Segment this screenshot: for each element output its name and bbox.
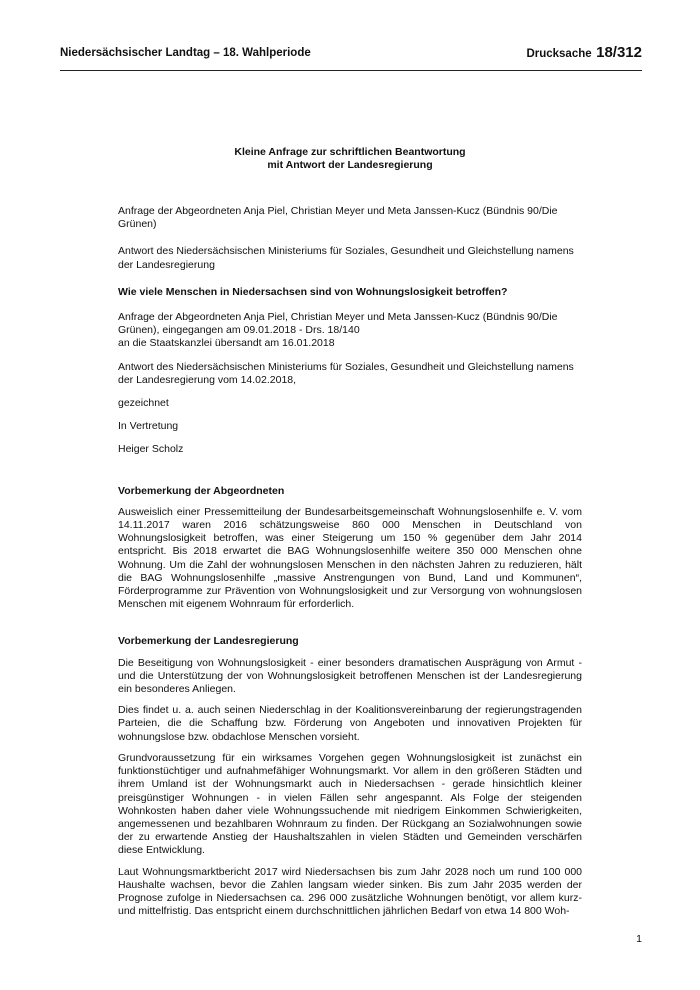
section2-paragraph-1: Die Beseitigung von Wohnungslosigkeit - einer besonders dramatischen Ausprägung von Armut - und die Unterstützung der von Wohnungslosigkeit betroffenen Menschen ist der Landesregierung ein besonderes Anliegen. — [118, 656, 582, 696]
intro-anfrage: Anfrage der Abgeordneten Anja Piel, Christian Meyer und Meta Janssen-Kucz (Bündnis 90/Die Grünen) — [118, 205, 558, 231]
intro-anfrage-received — [118, 311, 582, 351]
header-rule — [60, 70, 642, 71]
anfrage-received-line-2: an die Staatskanzlei übersandt am 16.01.2018 — [118, 337, 335, 350]
header-document-number — [526, 44, 642, 62]
document-title — [118, 146, 582, 172]
page-number: 1 — [636, 933, 642, 945]
intro-antwort: Antwort des Niedersächsischen Ministeriums für Soziales, Gesundheit und Gleichstellung namens der Landesregierung — [118, 245, 574, 271]
signer-name: Heiger Scholz — [118, 443, 184, 456]
section2-paragraph-4: Laut Wohnungsmarktbericht 2017 wird Niedersachsen bis zum Jahr 2028 noch um rund 100 000 Haushalte wachsen, bevor die Zahlen langsam wieder sinken. Bis zum Jahr 2035 werden der Prognose zufolge in Niedersachsen ca. 296 000 zusätzliche Wohnungen benötigt, vor allem kurz- und mittelfristig. Das entspricht einem durchschnittlichen jährlichen Bedarf von etwa 14 800 Woh- — [118, 865, 582, 918]
header-drucksache-label: Drucksache — [526, 48, 592, 60]
section1-heading: Vorbemerkung der Abgeordneten — [118, 484, 285, 497]
anfrage-received-line-1: Anfrage der Abgeordneten Anja Piel, Christian Meyer und Meta Janssen-Kucz (Bündnis 90/Die Grünen), eingegangen am 09.01.2018 - Drs. 18/140 — [118, 311, 558, 337]
vertretung-text: In Vertretung — [118, 420, 179, 433]
header-drucksache-number: 18/312 — [596, 44, 642, 61]
title-line-2: mit Antwort der Landesregierung — [267, 159, 433, 171]
header-parliament: Niedersächsischer Landtag – 18. Wahlperiode — [60, 47, 311, 59]
section2-heading: Vorbemerkung der Landesregierung — [118, 635, 299, 648]
title-line-1: Kleine Anfrage zur schriftlichen Beantwortung — [234, 146, 466, 158]
gezeichnet-text: gezeichnet — [118, 397, 169, 410]
question-heading: Wie viele Menschen in Niedersachsen sind von Wohnungslosigkeit betroffen? — [118, 285, 508, 298]
intro-antwort-dated: Antwort des Niedersächsischen Ministeriums für Soziales, Gesundheit und Gleichstellung namens der Landesregierung vom 14.02.2018, — [118, 360, 574, 386]
section2-paragraph-3: Grundvoraussetzung für ein wirksames Vorgehen gegen Wohnungslosigkeit ist zunächst ein funktionstüchtiger und aufnahmefähiger Wohnungsmarkt. Vor allem in den größeren Städten und ihrem Umland ist der Wohnungsmarkt auch in Niedersachsen - gerade hinsichtlich kleiner preisgünstiger Wohnungen - in vielen Fällen sehr angespannt. Als Folge der steigenden Wohnkosten haben daher viele Wohnungssuchende mit niedrigem Einkommen Schwierigkeiten, angemessenen und bezahlbaren Wohnraum zu finden. Der Rückgang an Sozialwohnungen sowie der zu erwartende Anstieg der Haushaltszahlen in vielen Städten und Gemeinden verschärfen diese Entwicklung. — [118, 751, 582, 857]
section2-paragraph-2: Dies findet u. a. auch seinen Niederschlag in der Koalitionsvereinbarung der regierungstragenden Parteien, die die Schaffung bzw. Förderung von Angeboten und innovativen Projekten für wohnungslose bzw. obdachlose Menschen vorsieht. — [118, 704, 582, 743]
section1-body: Ausweislich einer Pressemitteilung der Bundesarbeitsgemeinschaft Wohnungslosenhilfe e. V. vom 14.11.2017 waren 2016 schätzungsweise 860 000 Menschen in Deutschland von Wohnungslosigkeit betroffen, was einer Steigerung um 150 % gegenüber dem Jahr 2014 entspricht. Bis 2018 erwartet die BAG Wohnungslosenhilfe weitere 350 000 Menschen ohne Wohnung. Um die Zahl der wohnungslosen Menschen in den nächsten Jahren zu reduzieren, hält die BAG Wohnungslosenhilfe „massive Anstrengungen von Bund, Land und Kommunen“, Förderprogramme zur Prävention von Wohnungslosigkeit und zur Versorgung von wohnungslosen Menschen mit eigenem Wohnraum für erforderlich. — [118, 505, 582, 611]
page-header — [60, 44, 642, 64]
document-body — [118, 205, 582, 926]
